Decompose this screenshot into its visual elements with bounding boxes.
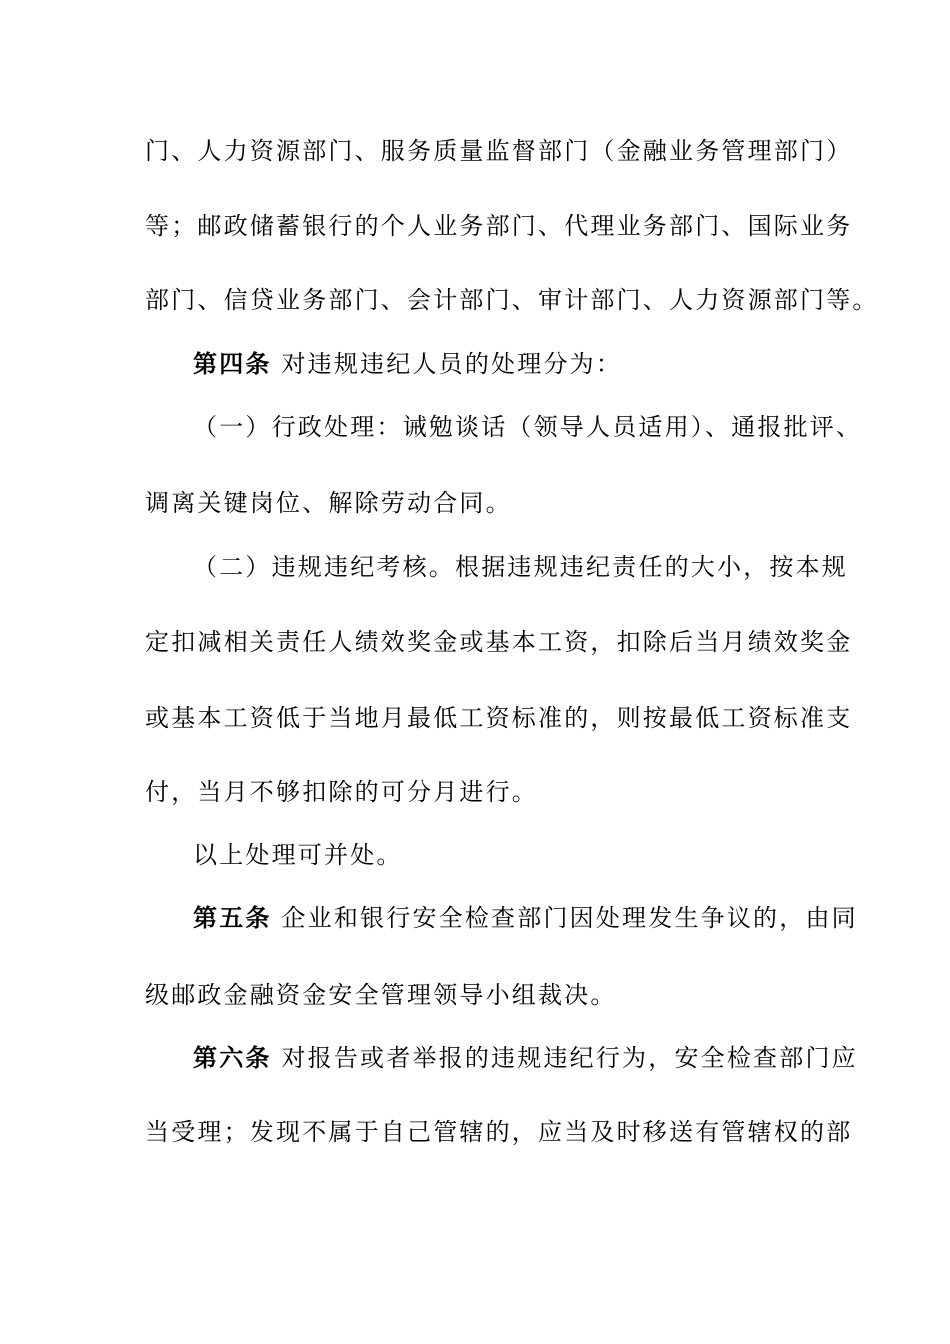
article-four-line [0, 349, 950, 379]
article-text: 对违规违纪人员的处理分为： [281, 350, 623, 378]
paragraph-line: （一）行政处理：诫勉谈话（领导人员适用）、通报批评、 [193, 413, 863, 441]
paragraph-line: 当受理；发现不属于自己管辖的，应当及时移送有管辖权的部 [145, 1118, 853, 1146]
paragraph-line: 以上处理可并处。 [193, 841, 403, 869]
article-text: 企业和银行安全检查部门因处理发生争议的，由同 [281, 904, 858, 932]
article-text: 对报告或者举报的违规违纪行为，安全检查部门应 [281, 1044, 858, 1072]
paragraph-line: 付，当月不够扣除的可分月进行。 [145, 778, 538, 806]
paragraph-line: 级邮政金融资金安全管理领导小组裁决。 [145, 981, 617, 1009]
article-six-line [0, 1043, 950, 1073]
paragraph-line: 等；邮政储蓄银行的个人业务部门、代理业务部门、国际业务 [145, 212, 853, 240]
paragraph-line: （二）违规违纪考核。根据违规违纪责任的大小，按本规 [193, 553, 848, 581]
paragraph-line: 定扣减相关责任人绩效奖金或基本工资，扣除后当月绩效奖金 [145, 628, 853, 656]
paragraph-line: 部门、信贷业务部门、会计部门、审计部门、人力资源部门等。 [145, 286, 879, 314]
paragraph-line: 门、人力资源部门、服务质量监督部门（金融业务管理部门） [145, 137, 853, 165]
article-heading: 第五条 [193, 904, 272, 932]
article-heading: 第六条 [193, 1044, 272, 1072]
paragraph-line: 调离关键岗位、解除劳动合同。 [145, 489, 512, 517]
article-heading: 第四条 [193, 350, 272, 378]
article-five-line [0, 903, 950, 933]
paragraph-line: 或基本工资低于当地月最低工资标准的，则按最低工资标准支 [145, 704, 853, 732]
